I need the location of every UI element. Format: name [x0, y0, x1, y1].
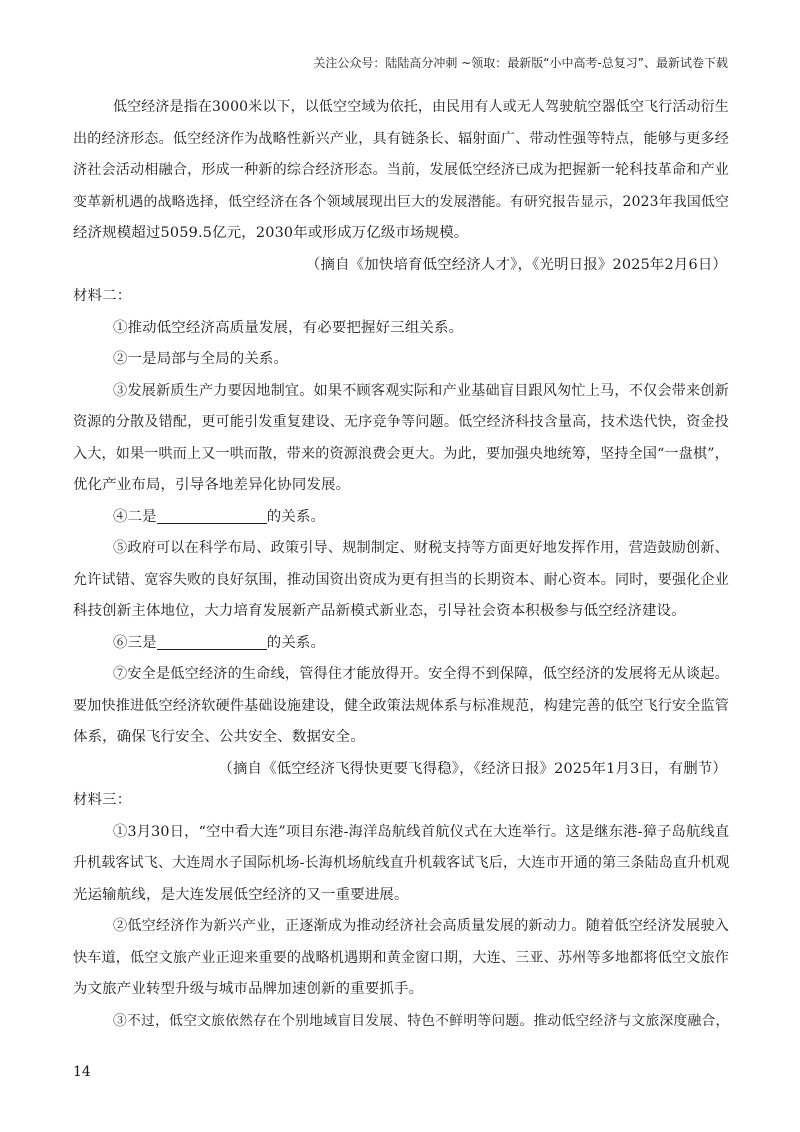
text-line [73, 92, 729, 124]
text-line-content: ⑦安全是低空经济的生命线，管得住才能放得开。安全得不到保障，低空经济的发展将无从谈起。 [113, 666, 729, 682]
source-citation [73, 754, 729, 786]
text-line-content: 出的经济形态。低空经济作为战略性新兴产业，具有链条长、辐射面广、带动性强等特点，能够与更多经 [73, 130, 730, 147]
text-line-content: ①推动低空经济高质量发展，有必要把握好三组关系。 [113, 319, 464, 336]
text-line-content: 光运输航线，是大连发展低空经济的又一重要进展。 [73, 886, 409, 903]
text-line-tail: 的关系。 [266, 508, 326, 525]
text-line [73, 848, 729, 880]
text-line-content: ②一是局部与全局的关系。 [113, 351, 289, 367]
text-line-content: ③发展新质生产力要因地制宜。如果不顾客观实际和产业基础盲目跟风匆忙上马，不仅会带来创新 [113, 382, 729, 399]
text-line-content: 升机载客试飞、大连周水子国际机场-长海机场航线直升机载客试飞后，大连市开通的第三条陆岛直升机观 [73, 855, 730, 871]
text-line [73, 376, 729, 408]
text-line-content: 体系，确保飞行安全、公共安全、数据安全。 [73, 729, 365, 745]
text-line-content: 优化产业布局，引导各地差异化协同发展。 [73, 477, 351, 493]
text-line-content: 资源的分散及错配，更可能引发重复建设、无序竞争等问题。低空经济科技含量高，技术迭代快，资金投 [73, 414, 730, 430]
text-line [73, 502, 729, 534]
text-line [73, 817, 729, 849]
text-line-content: （摘自《低空经济飞得快更要飞得稳》，《经济日报》2025年1月3日，有删节） [218, 760, 727, 777]
text-line [73, 1006, 729, 1038]
text-line-content: ③不过，低空文旅依然存在个别地域盲目发展、特色不鲜明等问题。推动低空经济与文旅深度融合， [113, 1012, 730, 1029]
text-line [73, 722, 729, 754]
text-line [73, 943, 729, 975]
text-line-content: 低空经济是指在3000米以下，以低空空域为依托，由民用有人或无人驾驶航空器低空飞行活动衍生 [113, 99, 729, 115]
text-line [73, 187, 729, 219]
document-body [73, 92, 729, 1037]
text-line-content: ①3月30日，“空中看大连”项目东港-海洋岛航线首航仪式在大连举行。这是继东港-獐子岛航线直 [113, 823, 730, 840]
text-line-content: ⑥三是 [113, 634, 157, 651]
text-line-content: 科技创新主体地位，大力培育发展新产品新模式新业态，引导社会资本积极参与低空经济建设。 [73, 603, 686, 619]
text-line-content: （摘自《加快培育低空经济人才》，《光明日报》2025年2月6日） [305, 256, 727, 273]
text-line-content: ⑤政府可以在科学布局、政策引导、规制制定、财税支持等方面更好地发挥作用，营造鼓励创新、 [113, 540, 729, 556]
text-line [73, 281, 729, 313]
text-line [73, 313, 729, 345]
page-header: 关注公众号：陆陆高分冲刺 ~领取：最新版“小中高考-总复习”、最新试卷下载 [313, 56, 728, 70]
fill-in-blank [157, 509, 267, 524]
text-line-content: 为文旅产业转型升级与城市品牌加速创新的重要抓手。 [73, 981, 424, 997]
text-line [73, 407, 729, 439]
text-line-content: 允许试错、宽容失败的良好氛围，推动国资出资成为更有担当的长期资本、耐心资本。同时，要强化企业 [73, 571, 730, 588]
text-line [73, 785, 729, 817]
text-line [73, 691, 729, 723]
text-line-content: 要加快推进低空经济软硬件基础设施建设，健全政策法规体系与标准规范，构建完善的低空飞行安全监管 [73, 697, 730, 714]
text-line-content: 材料三： [73, 792, 132, 808]
text-line [73, 218, 729, 250]
text-line [73, 439, 729, 471]
text-line [73, 974, 729, 1006]
text-line [73, 565, 729, 597]
text-line-content: 入大，如果一哄而上又一哄而散，带来的资源浪费会更大。为此，要加强央地统筹，坚持全国“一盘棋”， [73, 445, 729, 462]
text-line [73, 628, 729, 660]
text-line [73, 470, 729, 502]
text-line [73, 155, 729, 187]
text-line [73, 659, 729, 691]
text-line [73, 533, 729, 565]
text-line-content: ④二是 [113, 508, 157, 525]
fill-in-blank [157, 635, 267, 650]
text-line [73, 344, 729, 376]
text-line [73, 911, 729, 943]
page-number: 14 [73, 1064, 91, 1080]
text-line [73, 596, 729, 628]
text-line-content: 变革新机遇的战略选择，低空经济在各个领域展现出巨大的发展潜能。有研究报告显示，2023年我国低空 [73, 193, 730, 210]
text-line [73, 124, 729, 156]
text-line-content: 材料二： [73, 288, 132, 304]
text-line-content: ②低空经济作为新兴产业，正逐渐成为推动经济社会高质量发展的新动力。随着低空经济发展驶入 [113, 918, 729, 934]
text-line-content: 快车道，低空文旅产业正迎来重要的战略机遇期和黄金窗口期，大连、三亚、苏州等多地都将低空文旅作 [73, 949, 730, 966]
text-line-tail: 的关系。 [266, 634, 326, 651]
text-line-content: 经济规模超过5059.5亿元，2030年或形成万亿级市场规模。 [73, 225, 469, 241]
source-citation [73, 250, 729, 282]
text-line [73, 880, 729, 912]
text-line-content: 济社会活动相融合，形成一种新的综合经济形态。当前，发展低空经济已成为把握新一轮科技革命和产业 [73, 162, 730, 178]
